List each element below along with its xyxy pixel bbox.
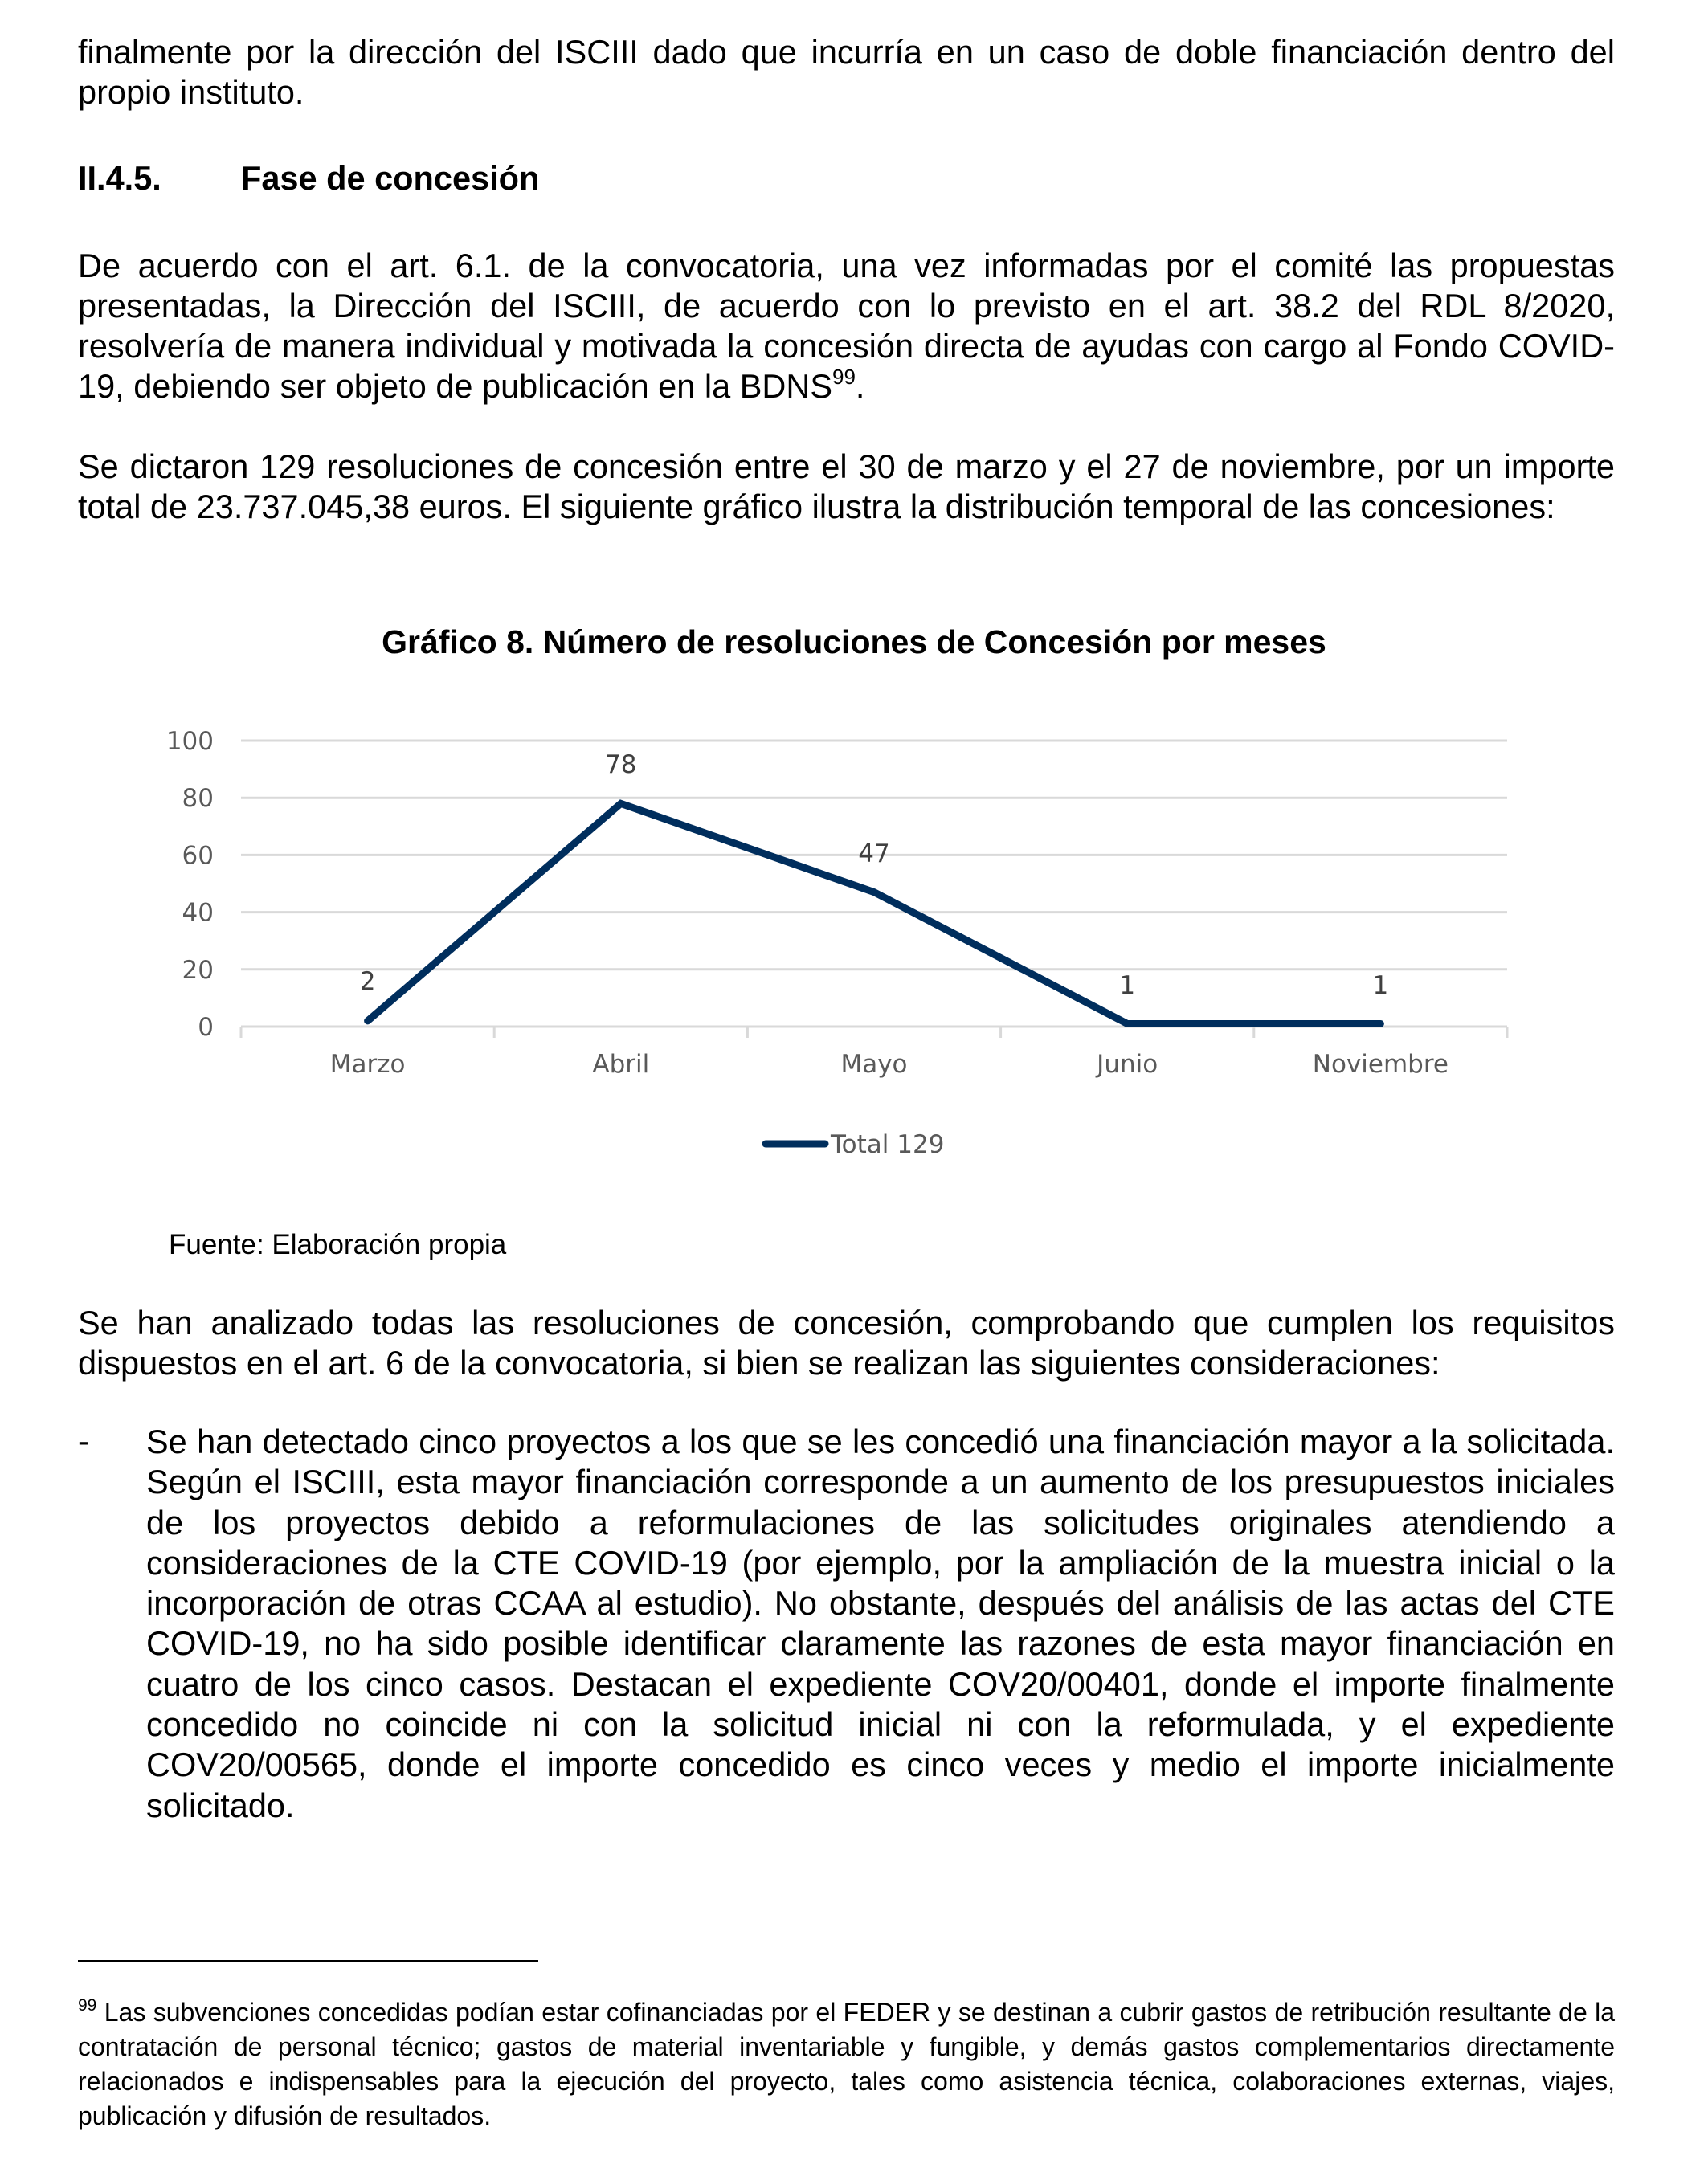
data-labels [360,750,1389,1000]
y-tick-label: 0 [198,1013,214,1042]
legend-label: Total 129 [831,1130,945,1159]
paragraph-text: De acuerdo con el art. 6.1. de la convocatoria, una vez informadas por el comité las propuestas presentadas, la Dirección del ISCIII, de acuerdo con lo previsto en el art. 38.2 del RDL 8/2020, resolvería de manera individual y motivada la concesión directa de ayudas con cargo al Fondo COVID-19, debiendo ser objeto de publicación en la BDNS [78,247,1615,405]
data-label: 1 [1372,971,1389,1000]
data-label: 1 [1119,971,1136,1000]
chart-source-note: Fuente: Elaboración propia [169,1229,507,1260]
data-label: 2 [359,967,376,996]
footnote-text: Las subvenciones concedidas podían estar cofinanciadas por el FEDER y se destinan a cubrir gastos de retribución resultante de la contratación de personal técnico; gastos de material inventariable y fungible, y demás gastos complementarios directamente relacionados e indispensables para la ejecución del proyecto, tales como asistencia técnica, colaboraciones externas, viajes, publicación y difusión de resultados. [78,1998,1616,2130]
bullet-marker: - [78,1422,89,1460]
x-tick-label: Marzo [329,1050,406,1079]
y-tick-label: 40 [182,898,214,928]
y-tick-label: 60 [182,841,214,871]
section-title: Fase de concesión [241,159,540,197]
footnote-separator [78,1960,538,1962]
series-line-total [368,803,1381,1023]
chart-title: Gráfico 8. Número de resoluciones de Concesión por meses [382,623,1326,660]
paragraph-tail: . [855,367,865,405]
x-axis [241,1027,1507,1079]
chart-legend [766,1130,944,1159]
x-tick-label: Mayo [840,1050,908,1079]
x-tick-label: Junio [1097,1050,1158,1079]
data-label: 47 [858,839,890,868]
intro-paragraph: finalmente por la dirección del ISCIII dado que incurría en un caso de doble financiación dentro del propio instituto. [78,33,1615,111]
x-tick-label: Abril [592,1050,650,1079]
footnote [78,1995,1615,2133]
y-tick-label: 100 [165,727,214,756]
paragraph-analysis: Se han analizado todas las resoluciones de concesión, comprobando que cumplen los requisitos dispuestos en el art. 6 de la convocatoria, si bien se realizan las siguientes consideraciones: [78,1304,1615,1382]
y-tick-label: 20 [182,955,214,985]
section-number: II.4.5. [78,159,161,197]
y-tick-label: 80 [182,784,214,814]
y-axis [166,727,214,1042]
chart-gridlines [241,741,1507,1027]
x-tick-label: Noviembre [1312,1050,1449,1079]
data-label: 78 [605,750,637,779]
bullet-item: Se han detectado cinco proyectos a los que se les concedió una financiación mayor a la solicitada. Según el ISCIII, esta mayor financiación corresponde a un aumento de los presupuestos iniciales de los proyectos debido a reformulaciones de las solicitudes originales atendiendo a consideraciones de la CTE COVID-19 (por ejemplo, por la ampliación de la muestra inicial o la incorporación de otras CCAA al estudio). No obstante, después del análisis de las actas del CTE COVID-19, no ha sido posible identificar claramente las razones de esta mayor financiación en cuatro de los cinco casos. Destacan el expediente COV20/00401, donde el importe finalmente concedido no coincide ni con la solicitud inicial ni con la reformulada, y el expediente COV20/00565, donde el importe concedido es cinco veces y medio el importe inicialmente solicitado. [146,1423,1615,1824]
footnote-number: 99 [78,1996,97,2015]
footnote-ref[interactable]: 99 [832,365,856,389]
paragraph-resoluciones: Se dictaron 129 resoluciones de concesión entre el 30 de marzo y el 27 de noviembre, por un importe total de 23.737.045,38 euros. El siguiente gráfico ilustra la distribución temporal de las concesiones: [78,447,1615,525]
